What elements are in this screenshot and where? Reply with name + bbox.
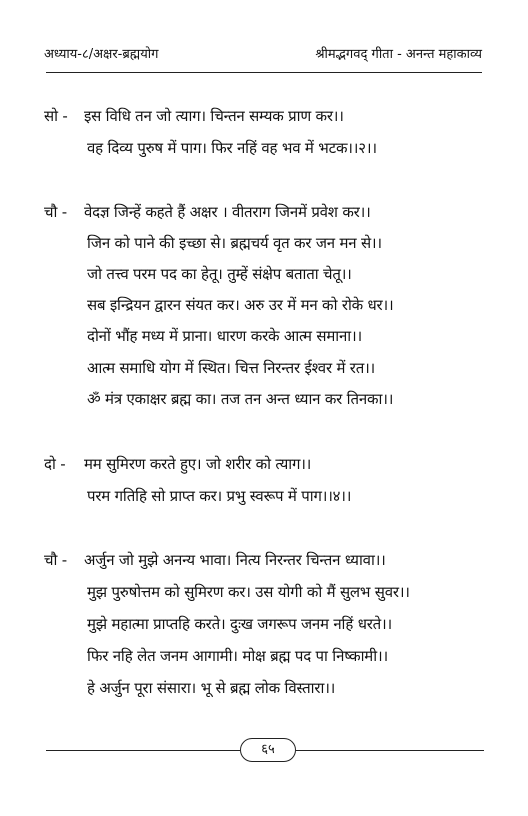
footer-rule-left xyxy=(46,750,240,751)
verse-type-label: चौ - xyxy=(44,203,67,221)
verse-line: सब इन्द्रियन द्वारन संयत कर। अरु उर में मन को रोके धर।। xyxy=(87,296,394,314)
chapter-title: अध्याय-८/अक्षर-ब्रह्मयोग xyxy=(44,47,159,62)
verse-line: अर्जुन जो मुझे अनन्य भावा। नित्य निरन्तर चिन्तन ध्यावा।। xyxy=(84,551,386,569)
verse-line: इस विधि तन जो त्याग। चिन्तन सम्यक प्राण कर।। xyxy=(84,107,344,125)
book-title: श्रीमद्भगवद् गीता - अनन्त महाकाव्य xyxy=(315,47,482,62)
verse-type-label: सो - xyxy=(44,107,68,125)
page-number: ६५ xyxy=(240,738,296,762)
verse-line: परम गतिहि सो प्राप्त कर। प्रभु स्वरूप में पाग।।४।। xyxy=(87,487,352,505)
verse-line: आत्म समाधि योग में स्थित। चित्त निरन्तर ईश्वर में रत।। xyxy=(87,359,376,377)
verse-line: मुझ पुरुषोत्तम को सुमिरण कर। उस योगी को मैं सुलभ सुवर।। xyxy=(87,583,410,601)
verse-type-label: दो - xyxy=(44,455,66,473)
running-header xyxy=(44,44,482,66)
verse-line: ॐ मंत्र एकाक्षर ब्रह्म का। तज तन अन्त ध्यान कर तिनका।। xyxy=(87,390,394,408)
header-divider xyxy=(46,72,482,73)
verse-line: वेदज्ञ जिन्हें कहते हैं अक्षर । वीतराग जिनमें प्रवेश कर।। xyxy=(84,203,371,221)
verse-line: मुझे महात्मा प्राप्तहि करते। दुःख जगरूप जनम नहिं धरते।। xyxy=(87,615,392,633)
verse-line: मम सुमिरण करते हुए। जो शरीर को त्याग।। xyxy=(84,455,312,473)
verse-line: हे अर्जुन पूरा संसारा। भू से ब्रह्म लोक विस्तारा।। xyxy=(87,679,336,697)
verse-line: फिर नहि लेत जनम आगामी। मोक्ष ब्रह्म पद पा निष्कामी।। xyxy=(87,647,388,665)
verse-line: जिन को पाने की इच्छा से। ब्रह्मचर्य वृत कर जन मन से।। xyxy=(87,234,382,252)
verse-line: जो तत्त्व परम पद का हेतू। तुम्हें संक्षेप बताता चेतू।। xyxy=(87,265,352,283)
verse-line: वह दिव्य पुरुष में पाग। फिर नहिं वह भव में भटक।।२।। xyxy=(87,139,377,157)
verse-line: दोनों भौंह मध्य में प्राना। धारण करके आत्म समाना।। xyxy=(87,327,362,345)
footer-rule-right xyxy=(296,750,484,751)
verse-type-label: चौ - xyxy=(44,551,67,569)
